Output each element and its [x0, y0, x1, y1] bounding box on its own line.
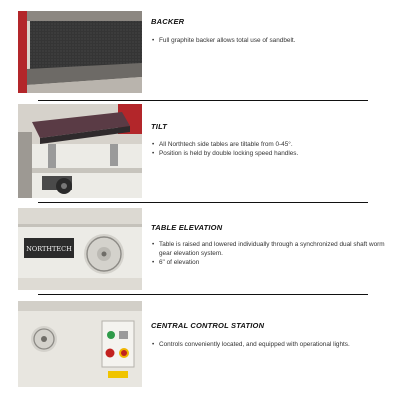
- feature-bullet: • Controls conveniently located, and equipped with operational lights.: [151, 340, 396, 349]
- feature-section-tilt: [0, 100, 408, 206]
- feature-section-table-elevation: [0, 202, 408, 294]
- feature-title: TILT: [151, 122, 168, 131]
- feature-title: TABLE ELEVATION: [151, 223, 223, 232]
- feature-bullets: [151, 36, 396, 45]
- tilt-table-photo: [18, 104, 142, 198]
- feature-section-backer: [0, 0, 408, 100]
- control-panel-photo: [18, 301, 142, 387]
- feature-bullet: • Full graphite backer allows total use of sandbelt.: [151, 36, 396, 45]
- feature-bullet: • All Northtech side tables are tiltable from 0-45°.: [151, 140, 396, 149]
- feature-bullets: [151, 140, 396, 158]
- feature-title: BACKER: [151, 17, 185, 26]
- feature-title: CENTRAL CONTROL STATION: [151, 321, 265, 330]
- feature-bullets: [151, 240, 396, 267]
- feature-bullet: • Table is raised and lowered individually through a synchronized dual shaft worm gear elevation system.: [151, 240, 396, 258]
- elevation-handwheel-photo: [18, 208, 142, 290]
- feature-bullets: [151, 340, 396, 349]
- feature-section-central-control-station: [0, 294, 408, 400]
- brand-plate-text: NORTHTECH: [26, 245, 72, 253]
- feature-bullet: • 6" of elevation: [151, 258, 396, 267]
- sanding-backer-photo: [18, 11, 142, 93]
- feature-bullet: • Position is held by double locking speed handles.: [151, 149, 396, 158]
